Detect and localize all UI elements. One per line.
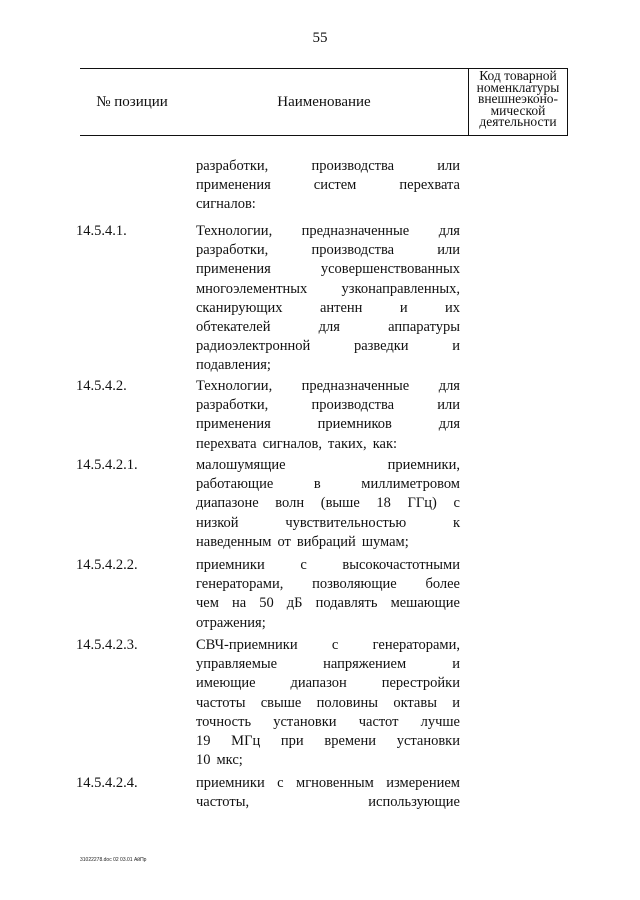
- text-word: применения: [196, 177, 271, 194]
- footer-file-ref: 31022278.doc 02 03.01 АйПр: [80, 857, 147, 863]
- text-line: [196, 456, 460, 475]
- row-name-text: [196, 157, 460, 215]
- text-word: высокочастотными: [342, 557, 460, 573]
- code-header-line: внешнеэконо-: [477, 91, 559, 106]
- text-word: напряжением: [323, 656, 407, 673]
- code-header-line: номенклатуры: [476, 79, 560, 95]
- text-word: сканирующих: [196, 299, 283, 316]
- text-line: [196, 594, 460, 613]
- text-word: управляемые: [196, 656, 278, 673]
- text-word: антенн: [319, 299, 363, 316]
- text-line: [196, 195, 460, 214]
- text-word: малошумящие: [196, 457, 286, 473]
- row-position-number: 14.5.4.2.: [76, 378, 127, 394]
- text-word: чем: [196, 595, 219, 612]
- text-word: СВЧ-приемники: [196, 637, 298, 653]
- text-word: 10: [196, 752, 211, 769]
- text-word: 50: [259, 595, 274, 612]
- text-line: [196, 280, 460, 299]
- text-line: [196, 655, 460, 674]
- text-line: [196, 222, 460, 241]
- text-line: [196, 260, 460, 279]
- text-word: использующие: [368, 794, 460, 811]
- text-word: установки: [273, 713, 337, 730]
- text-word: Технологии,: [196, 223, 273, 239]
- text-line: [196, 435, 460, 454]
- text-word: времени: [324, 732, 377, 749]
- text-word: установки: [396, 732, 460, 749]
- text-line: [196, 575, 460, 594]
- row-position-number: 14.5.4.2.4.: [76, 775, 138, 791]
- text-line: [196, 377, 460, 396]
- row-position-number: 14.5.4.2.2.: [76, 557, 138, 573]
- text-word: радиоэлектронной: [196, 338, 311, 355]
- text-line: [196, 694, 460, 713]
- text-line: [196, 157, 460, 176]
- text-line: [196, 356, 460, 375]
- text-word: мкс;: [216, 752, 243, 769]
- text-word: лучше: [420, 713, 460, 730]
- text-word: и: [399, 299, 408, 316]
- text-word: имеющие: [196, 675, 256, 692]
- text-word: перехвата: [399, 177, 460, 194]
- text-word: применения: [196, 261, 271, 278]
- text-word: к: [452, 514, 460, 531]
- text-word: для: [318, 318, 340, 335]
- text-word: измерением: [386, 775, 460, 791]
- text-word: их: [444, 299, 460, 316]
- text-word: аппаратуры: [388, 318, 460, 335]
- text-word: 19: [196, 732, 211, 749]
- text-word: подавления;: [196, 357, 271, 374]
- text-word: более: [425, 576, 460, 593]
- row-name-text: [196, 456, 460, 552]
- text-word: с: [277, 775, 284, 791]
- text-word: МГц: [231, 732, 261, 749]
- text-word: узконаправленных,: [341, 280, 460, 297]
- text-word: предназначенные: [301, 378, 410, 394]
- text-line: [196, 415, 460, 434]
- text-word: волн: [275, 495, 305, 512]
- text-word: наведенным: [196, 533, 272, 550]
- column-header-name: Наименование: [277, 93, 371, 110]
- text-word: диапазоне: [196, 495, 259, 512]
- text-word: многоэлементных: [196, 280, 308, 297]
- text-word: для: [438, 223, 460, 239]
- text-word: разработки,: [196, 397, 269, 414]
- text-line: [196, 793, 460, 812]
- text-line: [196, 636, 460, 655]
- text-line: [196, 732, 460, 751]
- text-word: сигналов,: [262, 435, 323, 452]
- text-word: подавлять: [315, 595, 378, 612]
- text-word: с: [453, 495, 460, 512]
- text-word: и: [452, 338, 460, 355]
- page-number: 55: [312, 30, 328, 46]
- text-word: для: [438, 378, 460, 394]
- text-word: позволяющие: [312, 576, 397, 593]
- row-name-text: [196, 377, 460, 454]
- row-position-number: 14.5.4.1.: [76, 223, 127, 239]
- text-word: дБ: [286, 595, 303, 612]
- text-word: мгновенным: [296, 775, 374, 791]
- row-position-number: 14.5.4.2.1.: [76, 457, 138, 473]
- text-line: [196, 614, 460, 633]
- text-word: и: [452, 694, 460, 711]
- text-word: генераторами,: [372, 637, 460, 653]
- text-line: [196, 241, 460, 260]
- text-line: [196, 774, 460, 793]
- row-name-text: [196, 222, 460, 376]
- text-word: миллиметровом: [361, 476, 460, 493]
- text-word: приемники: [196, 775, 265, 791]
- text-line: [196, 751, 460, 770]
- text-word: генераторами,: [196, 576, 284, 593]
- text-word: применения: [196, 416, 271, 433]
- text-word: приемников: [317, 416, 392, 433]
- text-word: отражения;: [196, 614, 266, 631]
- text-word: мешающие: [390, 595, 460, 612]
- text-word: производства: [311, 158, 395, 174]
- text-word: частоты: [196, 694, 246, 711]
- text-line: [196, 318, 460, 337]
- text-word: приемники,: [387, 457, 460, 473]
- text-word: разработки,: [196, 158, 269, 174]
- text-word: приемники: [196, 557, 265, 573]
- text-word: с: [331, 637, 339, 653]
- text-word: или: [437, 158, 460, 174]
- text-word: на: [231, 595, 247, 612]
- text-line: [196, 556, 460, 575]
- text-line: [196, 713, 460, 732]
- text-word: как:: [372, 435, 398, 452]
- text-word: или: [437, 397, 460, 414]
- code-header-line: деятельности: [479, 114, 557, 129]
- text-word: частот: [358, 713, 399, 730]
- text-line: [196, 337, 460, 356]
- text-word: перестройки: [381, 675, 460, 692]
- text-word: чувствительностью: [285, 514, 407, 531]
- text-line: [196, 299, 460, 318]
- row-name-text: [196, 636, 460, 770]
- text-word: работающие: [196, 476, 274, 493]
- row-position-number: 14.5.4.2.3.: [76, 637, 138, 653]
- text-word: предназначенные: [301, 223, 410, 239]
- code-header-line: мической: [490, 102, 546, 118]
- text-word: свыше: [260, 694, 302, 711]
- text-word: вибраций: [296, 533, 356, 550]
- text-line: [196, 533, 460, 552]
- text-word: для: [438, 416, 460, 433]
- text-word: и: [452, 656, 460, 673]
- text-word: с: [300, 557, 307, 573]
- text-word: разведки: [353, 338, 409, 355]
- column-header-position: № позиции: [96, 93, 168, 110]
- text-word: систем: [313, 177, 357, 194]
- text-word: шумам;: [361, 533, 409, 550]
- text-word: производства: [311, 242, 395, 259]
- text-word: низкой: [196, 514, 239, 531]
- text-word: сигналов:: [196, 196, 256, 213]
- text-word: (выше: [320, 495, 360, 512]
- text-line: [196, 514, 460, 533]
- text-line: [196, 396, 460, 415]
- text-word: диапазон: [290, 675, 347, 692]
- text-word: обтекателей: [196, 318, 271, 335]
- text-word: или: [437, 242, 460, 259]
- text-line: [196, 674, 460, 693]
- text-word: при: [280, 732, 304, 749]
- code-header-line: Код товарной: [479, 68, 557, 83]
- text-word: разработки,: [196, 242, 269, 259]
- text-word: таких,: [328, 435, 367, 452]
- text-line: [196, 475, 460, 494]
- text-line: [196, 176, 460, 195]
- text-line: [196, 494, 460, 513]
- text-word: перехвата: [196, 435, 257, 452]
- text-word: в: [313, 476, 321, 493]
- text-word: Технологии,: [196, 378, 273, 394]
- text-word: ГГц): [407, 495, 437, 512]
- text-word: точность: [196, 713, 252, 730]
- text-word: октавы: [393, 694, 437, 711]
- row-name-text: [196, 774, 460, 812]
- text-word: от: [277, 533, 291, 550]
- text-word: половины: [316, 694, 379, 711]
- text-word: частоты,: [196, 794, 250, 811]
- text-word: производства: [311, 397, 395, 414]
- text-word: 18: [376, 495, 391, 512]
- row-name-text: [196, 556, 460, 633]
- text-word: усовершенствованных: [320, 261, 460, 278]
